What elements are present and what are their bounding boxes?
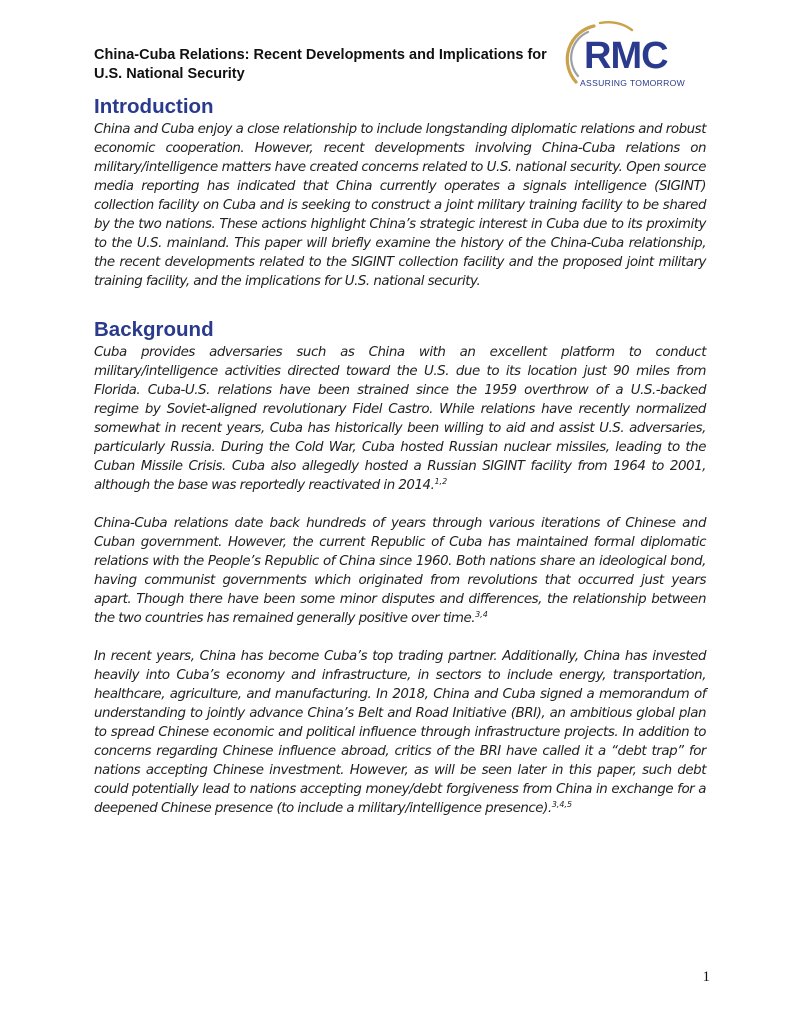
- rmc-logo: [558, 20, 710, 92]
- page-number: 1: [702, 969, 710, 985]
- footnote-ref: 1,2: [434, 477, 448, 486]
- footnote-ref: 3,4,5: [551, 800, 573, 809]
- introduction-paragraph: China and Cuba enjoy a close relationship to include longstanding diplomatic relations and robust economic cooperation. However, recent developments involving China-Cuba relations on military/intelligence matters have created concerns related to U.S. national security. Open source media reporting has indicated that China currently operates a signals intelligence (SIGINT) collection facility on Cuba and is seeking to construct a joint military training facility to be shared by the two nations. These actions highlight China’s strategic interest in Cuba due to its proximity to the U.S. mainland. This paper will briefly examine the history of the China-Cuba relationship, the recent developments related to the SIGINT collection facility and the proposed joint military training facility, and the implications for U.S. national security.: [94, 122, 706, 289]
- logo-tagline: ASSURING TOMORROW: [580, 78, 686, 88]
- logo-wordmark: RMC: [584, 35, 668, 77]
- document-header-title: China-Cuba Relations: Recent Developments and Implications for U.S. National Security: [94, 47, 547, 82]
- document-body: [94, 94, 706, 818]
- background-paragraph-2: China-Cuba relations date back hundreds of years through various iterations of Chinese and Cuban government. However, the current Republic of Cuba has maintained formal diplomatic relations with the People’s Republic of China since 1960. Both nations share an ideological bond, having communist governments which originated from revolutions that occurred just years apart. Though there have been some minor disputes and differences, the relationship between the two countries has remained generally positive over time.$^{3,4}$: [94, 516, 706, 626]
- background-paragraph-1: Cuba provides adversaries such as China with an excellent platform to conduct military/intelligence activities directed toward the U.S. due to its location just 90 miles from Florida. Cuba-U.S. relations have been strained since the 1959 overthrow of a U.S.-backed regime by Soviet-aligned revolutionary Fidel Castro. While relations have recently normalized somewhat in recent years, Cuba has historically been willing to aid and assist U.S. adversaries, particularly Russia. During the Cold War, Cuba hosted Russian nuclear missiles, leading to the Cuban Missile Crisis. Cuba also allegedly hosted a Russian SIGINT facility from 1964 to 2001, although the base was reportedly reactivated in 2014.$^{1,2}$: [94, 345, 706, 493]
- footnote-ref: 3,4: [475, 610, 488, 619]
- background-heading: Background: [94, 318, 214, 341]
- introduction-heading: Introduction: [94, 95, 214, 118]
- background-paragraph-3: In recent years, China has become Cuba’s top trading partner. Additionally, China has invested heavily into Cuba’s economy and infrastructure, in sectors to include energy, transportation, healthcare, agriculture, and manufacturing. In 2018, China and Cuba signed a memorandum of understanding to jointly advance China’s Belt and Road Initiative (BRI), an ambitious global plan to spread Chinese economic and political influence through infrastructure projects. In addition to concerns regarding Chinese influence abroad, critics of the BRI have called it a “debt trap” for nations accepting Chinese investment. However, as will be seen later in this paper, such debt could potentially lead to nations accepting money/debt forgiveness from China in exchange for a deepened Chinese presence (to include a military/intelligence presence).$^{3,4,5}$: [94, 649, 706, 816]
